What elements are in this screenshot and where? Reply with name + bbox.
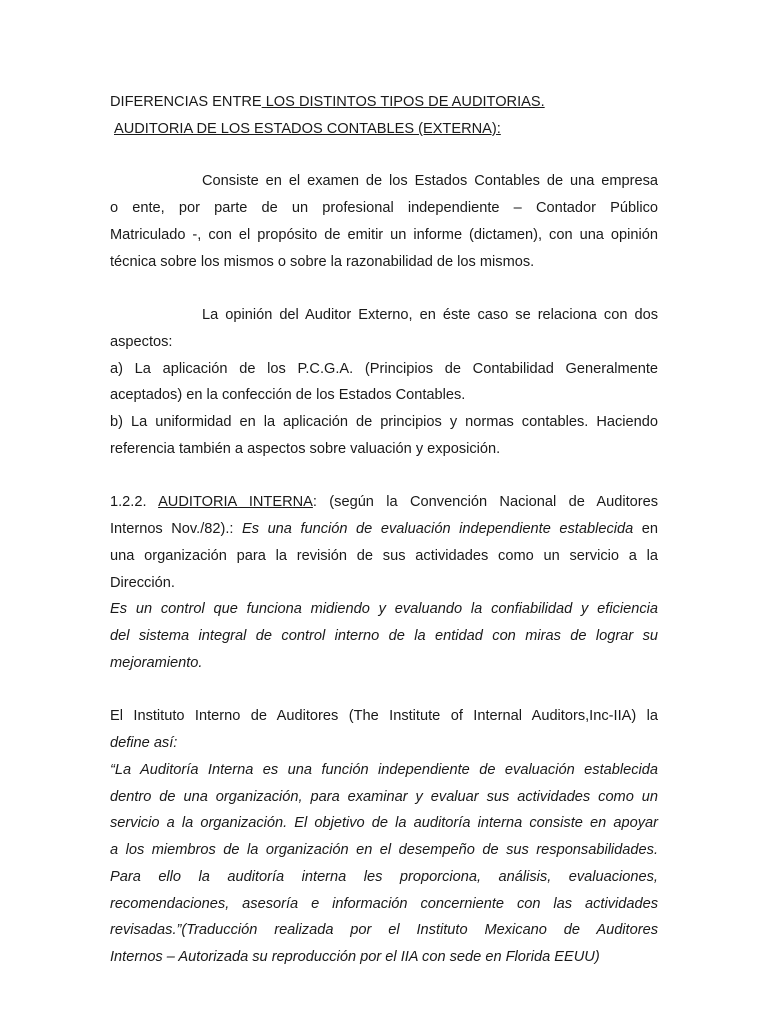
para2-line-4: aceptados) en la confección de los Estados Contables. xyxy=(110,387,466,403)
section2-italic-line-2: del sistema integral de control interno de la entidad con miras de lograr su xyxy=(110,628,658,644)
para3-intro-line-2: define así: xyxy=(110,735,178,751)
section2-line-2 xyxy=(110,520,658,538)
section2-italic-line-1: Es un control que funciona midiendo y evaluando la confiabilidad y eficiencia xyxy=(110,601,658,617)
para3-quote-line-2: dentro de una organización, para examinar y evaluar sus actividades como un xyxy=(110,789,658,805)
para3-quote-line-1: “La Auditoría Interna es una función independiente de evaluación establecida xyxy=(110,762,658,778)
para2-line-5: b) La uniformidad en la aplicación de principios y normas contables. Haciendo xyxy=(110,414,658,430)
para3-intro-line-1: El Instituto Interno de Auditores (The Institute of Internal Auditors,Inc-IIA) la xyxy=(110,708,658,724)
title-prefix: DIFERENCIAS ENTRE xyxy=(110,94,262,110)
para3-quote-line-5: Para ello la auditoría interna les proporciona, análisis, evaluaciones, xyxy=(110,869,658,885)
para3-quote-line-8: Internos – Autorizada su reproducción por el IIA con sede en Florida EEUU) xyxy=(110,949,600,965)
section2-number: 1.2.2. xyxy=(110,494,159,510)
section1-heading: AUDITORIA DE LOS ESTADOS CONTABLES (EXTERNA): xyxy=(114,121,501,137)
section2-line2-end: en xyxy=(633,521,658,537)
para2-line-1: La opinión del Auditor Externo, en éste caso se relaciona con dos xyxy=(202,307,658,323)
section2-line-3: una organización para la revisión de sus actividades como un servicio a la xyxy=(110,548,658,564)
document-title xyxy=(110,93,658,111)
section2-line2-italic: Es una función de evaluación independiente establecida xyxy=(242,521,634,537)
section2-line-4: Dirección. xyxy=(110,575,175,591)
para3-quote-line-7: revisadas.”(Traducción realizada por el Instituto Mexicano de Auditores xyxy=(110,922,658,938)
para1-line-1: Consiste en el examen de los Estados Contables de una empresa xyxy=(202,173,658,189)
para2-line-6: referencia también a aspectos sobre valuación y exposición. xyxy=(110,441,501,457)
para2-line-2: aspectos: xyxy=(110,334,173,350)
section2-line-1 xyxy=(110,493,658,511)
section2-heading: AUDITORIA INTERNA xyxy=(158,494,313,510)
para3-quote-line-6: recomendaciones, asesoría e información concerniente con las actividades xyxy=(110,896,658,912)
section2-line1-rest: : (según la Convención Nacional de Auditores xyxy=(312,494,659,510)
para2-line-3: a) La aplicación de los P.C.G.A. (Principios de Contabilidad Generalmente xyxy=(110,361,658,377)
title-underlined: LOS DISTINTOS TIPOS DE AUDITORIAS. xyxy=(261,94,545,110)
para1-line-2: o ente, por parte de un profesional independiente – Contador Público xyxy=(110,200,658,216)
para1-line-4: técnica sobre los mismos o sobre la razonabilidad de los mismos. xyxy=(110,254,535,270)
para3-quote-line-4: a los miembros de la organización en el desempeño de sus responsabilidades. xyxy=(110,842,658,858)
para3-quote-line-3: servicio a la organización. El objetivo de la auditoría interna consiste en apoyar xyxy=(110,815,658,831)
section2-line2-plain: Internos Nov./82).: xyxy=(110,521,242,537)
section2-italic-line-3: mejoramiento. xyxy=(110,655,203,671)
para1-line-3: Matriculado -, con el propósito de emitir un informe (dictamen), con una opinión xyxy=(110,227,658,243)
